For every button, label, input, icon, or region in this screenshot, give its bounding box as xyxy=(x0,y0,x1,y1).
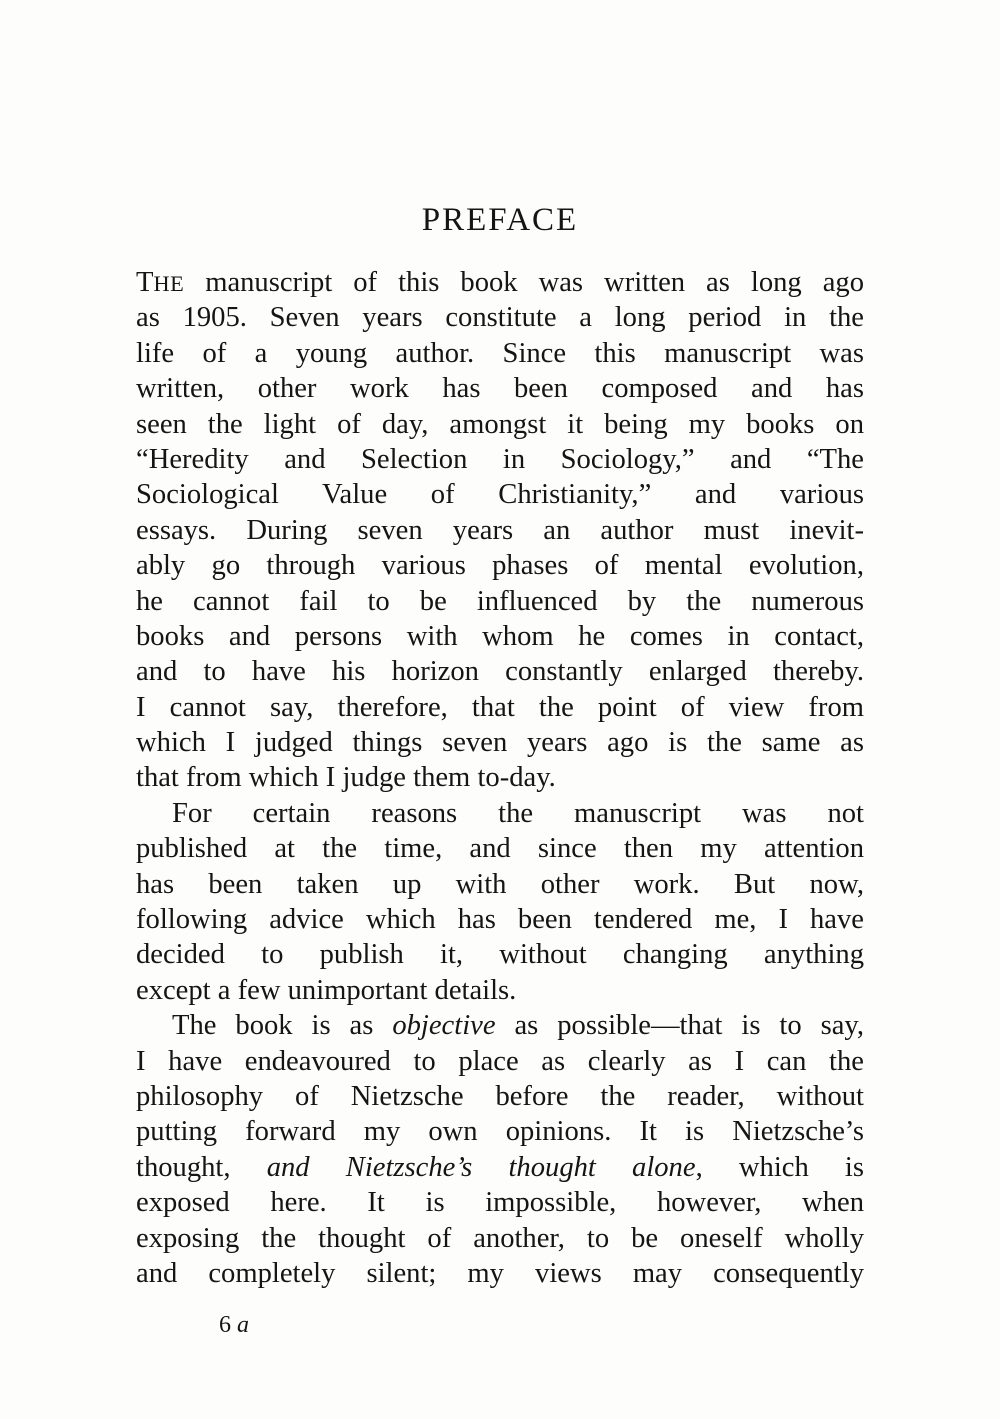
text-run: thought, xyxy=(136,1151,267,1183)
text-run: as possible—that is to say, xyxy=(495,1010,864,1042)
signature-letter: a xyxy=(237,1312,249,1338)
text-line: written, other work has been composed and has xyxy=(136,373,864,405)
italic-text: and Nietzsche’s thought alone xyxy=(266,1151,696,1183)
lead-smallcaps: HE xyxy=(153,271,185,296)
text-line: and completely silent; my views may consequently xyxy=(136,1257,864,1289)
paragraph-1 xyxy=(136,265,864,796)
text-line: books and persons with whom he comes in contact, xyxy=(136,620,864,652)
text-line: life of a young author. Since this manuscript was xyxy=(136,337,864,369)
text-line: that from which I judge them to-day. xyxy=(136,762,556,794)
paragraph-2 xyxy=(136,796,864,1008)
signature-number: 6 xyxy=(219,1312,231,1338)
text-line: ably go through various phases of mental evolution, xyxy=(136,550,864,582)
line-text: manuscript of this book was written as long ago xyxy=(184,267,864,298)
lead-capital: T xyxy=(136,267,154,298)
text-line: and to have his horizon constantly enlarged thereby. xyxy=(136,656,864,688)
paragraph-3 xyxy=(136,1008,864,1291)
text-line: putting forward my own opinions. It is Nietzsche’s xyxy=(136,1116,864,1148)
text-line: he cannot fail to be influenced by the numerous xyxy=(136,585,864,617)
text-line: as 1905. Seven years constitute a long period in the xyxy=(136,302,864,334)
text-run: The book is as xyxy=(172,1010,393,1042)
text-line: which I judged things seven years ago is the same as xyxy=(136,727,864,759)
text-line xyxy=(136,265,864,300)
text-line: essays. During seven years an author must inevit- xyxy=(136,514,864,546)
text-line: following advice which has been tendered me, I have xyxy=(136,904,864,936)
text-line: philosophy of Nietzsche before the reader, without xyxy=(136,1080,864,1112)
text-line xyxy=(136,1150,864,1185)
text-line: I have endeavoured to place as clearly as I can the xyxy=(136,1045,864,1077)
text-line: seen the light of day, amongst it being my books on xyxy=(136,408,864,440)
text-line: decided to publish it, without changing anything xyxy=(136,939,864,971)
text-line: I cannot say, therefore, that the point of view from xyxy=(136,691,864,723)
text-line: exposing the thought of another, to be oneself wholly xyxy=(136,1222,864,1254)
text-line: has been taken up with other work. But now, xyxy=(136,868,864,900)
text-line: For certain reasons the manuscript was not xyxy=(172,797,864,829)
page-heading: PREFACE xyxy=(421,202,579,238)
signature-mark xyxy=(219,1310,249,1340)
italic-text: objective xyxy=(392,1010,496,1042)
text-line: published at the time, and since then my attention xyxy=(136,833,864,865)
text-line xyxy=(136,1008,864,1043)
text-line: “Heredity and Selection in Sociology,” and “The xyxy=(136,443,864,475)
text-line: exposed here. It is impossible, however, when xyxy=(136,1187,864,1219)
text-line: Sociological Value of Christianity,” and various xyxy=(136,479,864,511)
text-line: except a few unimportant details. xyxy=(136,974,517,1006)
text-run: , which is xyxy=(695,1151,865,1183)
preface-body xyxy=(136,265,864,1291)
